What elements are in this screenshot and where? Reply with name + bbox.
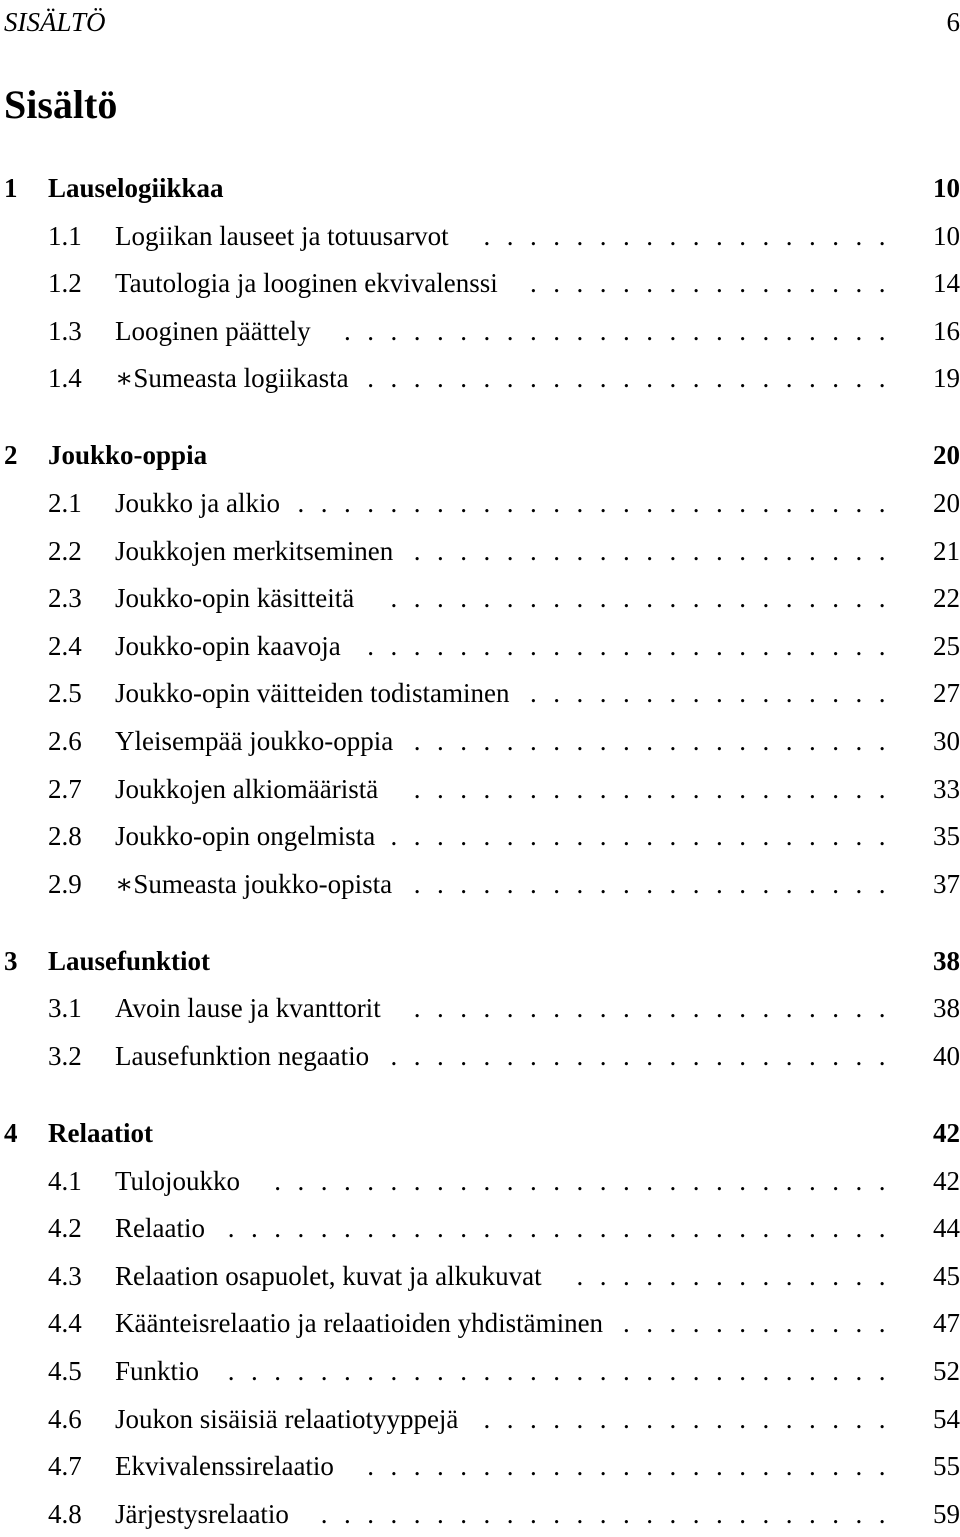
toc-entry-label: Funktio [115,1356,200,1386]
toc-entry-label: Lausefunktion negaatio [115,1041,370,1071]
toc-entry-label: Joukon sisäisiä relaatiotyyppejä [115,1403,459,1434]
toc-section-entry[interactable] [4,1161,960,1201]
toc-entry-number: 2.4 [48,630,82,661]
toc-section-entry[interactable] [4,673,960,713]
toc-leader-dots: ..................... [413,868,902,899]
toc-entry-number: 1 [4,173,18,203]
toc-entry-page-number: 38 [933,993,960,1024]
toc-entry-label: Järjestysrelaatio [115,1498,289,1529]
toc-entry-number: 1.3 [48,315,82,346]
toc-section-entry[interactable] [4,769,960,809]
toc-entry-page-number: 30 [933,726,960,756]
toc-entry-page-number: 52 [933,1356,960,1386]
toc-entry-page-number: 10 [933,173,960,203]
toc-entry-number: 4.6 [48,1403,82,1434]
toc-chapter-entry[interactable] [4,941,960,981]
toc-entry-page-number: 42 [933,1165,960,1196]
toc-entry-page-number: 14 [933,268,960,299]
toc-section-entry[interactable] [4,483,960,523]
toc-section-entry[interactable] [4,1446,960,1486]
toc-entry-label: ∗Sumeasta joukko-opista [115,868,393,899]
toc-leader-dots: ...................... [390,1041,902,1071]
toc-entry-page-number: 27 [933,678,960,709]
toc-entry-page-number: 45 [933,1260,960,1291]
toc-entry-label: Tautologia ja looginen ekvivalenssi [115,268,498,299]
toc-entry-label: Joukko-opin väitteiden todistaminen [115,678,510,709]
toc-section-entry[interactable] [4,358,960,398]
toc-section-entry[interactable] [4,1208,960,1248]
toc-entry-page-number: 37 [933,868,960,899]
toc-entry-number: 4.4 [48,1308,82,1339]
toc-leader-dots: ..................... [413,773,902,804]
toc-entry-number: 3.2 [48,1041,82,1071]
toc-chapter-entry[interactable] [4,1113,960,1153]
toc-entry-number: 3.1 [48,993,82,1024]
toc-leader-dots: ............................. [227,1356,902,1386]
toc-leader-dots: .......................... [297,488,902,518]
toc-entry-page-number: 38 [933,945,960,976]
toc-entry-number: 2.9 [48,868,82,899]
toc-entry-label: Relaatio [115,1213,205,1244]
toc-section-entry[interactable] [4,531,960,571]
toc-leader-dots: ........................ [344,315,902,346]
toc-entry-number: 4.2 [48,1213,82,1244]
toc-section-entry[interactable] [4,578,960,618]
toc-entry-number: 2.3 [48,583,82,614]
toc-entry-page-number: 25 [933,630,960,661]
toc-entry-label: Relaation osapuolet, kuvat ja alkukuvat [115,1260,542,1291]
toc-entry-number: 2.1 [48,488,82,518]
toc-entry-number: 4.1 [48,1165,82,1196]
toc-section-entry[interactable] [4,263,960,303]
toc-entry-page-number: 20 [933,440,960,471]
toc-entry-page-number: 20 [933,488,960,518]
toc-entry-label: Logiikan lauseet ja totuusarvot [115,220,449,251]
toc-leader-dots: ....................... [367,363,902,394]
toc-entry-label: Relaatiot [48,1118,153,1148]
toc-leader-dots: .................. [483,1403,902,1434]
toc-entry-label: Avoin lause ja kvanttorit [115,993,381,1024]
toc-section-entry[interactable] [4,1399,960,1439]
toc-entry-label: Lausefunktiot [48,945,211,976]
toc-entry-label: Joukko-oppia [48,440,208,471]
toc-leader-dots: ................ [530,678,902,709]
toc-section-entry[interactable] [4,1494,960,1534]
toc-leader-dots: .................. [483,220,902,251]
toc-entry-label: Joukko-opin käsitteitä [115,583,355,614]
toc-entry-label: Tulojoukko [115,1165,241,1196]
toc-entry-label: Lauselogiikkaa [48,173,224,203]
toc-entry-number: 2.8 [48,821,82,852]
toc-entry-page-number: 47 [933,1308,960,1339]
toc-entry-page-number: 19 [933,363,960,394]
toc-entry-page-number: 35 [933,821,960,852]
toc-entry-number: 2.2 [48,535,82,566]
running-head-page-number: 6 [946,7,960,37]
toc-section-entry[interactable] [4,1351,960,1391]
running-head-title: SISÄLTÖ [4,7,106,37]
toc-leader-dots: ............................. [227,1213,902,1244]
toc-leader-dots: ....................... [367,630,902,661]
toc-entry-label: Joukko-opin kaavoja [115,630,341,661]
toc-chapter-entry[interactable] [4,168,960,208]
toc-entry-page-number: 59 [933,1498,960,1529]
toc-leader-dots: ..................... [413,726,902,756]
toc-entry-number: 2 [4,440,18,471]
toc-entry-number: 1.4 [48,363,82,394]
toc-section-entry[interactable] [4,864,960,904]
toc-entry-label: Joukko-opin ongelmista [115,821,376,852]
toc-title: Sisältö [4,82,118,127]
toc-section-entry[interactable] [4,1303,960,1343]
toc-section-entry[interactable] [4,816,960,856]
toc-entry-number: 4.5 [48,1356,82,1386]
toc-entry-label: Joukkojen alkiomääristä [115,773,379,804]
toc-entry-number: 2.6 [48,726,82,756]
toc-leader-dots: ..................... [413,535,902,566]
toc-entry-page-number: 33 [933,773,960,804]
toc-entry-label: ∗Sumeasta logiikasta [115,363,349,394]
toc-entry-page-number: 54 [933,1403,960,1434]
toc-entry-number: 3 [4,945,18,976]
toc-entry-number: 2.7 [48,773,82,804]
toc-entry-label: Ekvivalenssirelaatio [115,1451,334,1482]
toc-entry-page-number: 16 [933,315,960,346]
toc-section-entry[interactable] [4,1256,960,1296]
toc-leader-dots: ....................... [367,1451,902,1482]
running-head [4,2,960,42]
toc-leader-dots: ............ [623,1308,902,1339]
toc-section-entry[interactable] [4,311,960,351]
toc-entry-label: Joukkojen merkitseminen [115,535,394,566]
toc-leader-dots: .............. [576,1260,902,1291]
toc-leader-dots: ...................... [390,583,902,614]
toc-section-entry[interactable] [4,626,960,666]
toc-leader-dots: ........................... [274,1165,902,1196]
toc-entry-page-number: 55 [933,1451,960,1482]
toc-entry-page-number: 22 [933,583,960,614]
toc-entry-number: 1.1 [48,220,82,251]
toc-entry-number: 4.8 [48,1498,82,1529]
toc-entry-label: Looginen päättely [115,315,311,346]
toc-section-entry[interactable] [4,1036,960,1076]
toc-leader-dots: ......................... [320,1498,902,1529]
toc-entry-label: Yleisempää joukko-oppia [115,726,394,756]
toc-leader-dots: ..................... [413,993,902,1024]
toc-entry-number: 2.5 [48,678,82,709]
toc-entry-number: 4 [4,1118,18,1148]
toc-section-entry[interactable] [4,988,960,1028]
toc-entry-page-number: 42 [933,1118,960,1148]
toc-entry-number: 4.3 [48,1260,82,1291]
toc-chapter-entry[interactable] [4,435,960,475]
toc-entry-label: Joukko ja alkio [115,488,280,518]
toc-entry-number: 4.7 [48,1451,82,1482]
toc-entry-label: Käänteisrelaatio ja relaatioiden yhdistäminen [115,1308,604,1339]
toc-leader-dots: ...................... [390,821,902,852]
toc-leader-dots: ................ [530,268,902,299]
toc-entry-page-number: 44 [933,1213,960,1244]
toc-entry-page-number: 21 [933,535,960,566]
toc-entry-page-number: 10 [933,220,960,251]
toc-section-entry[interactable] [4,216,960,256]
toc-entry-page-number: 40 [933,1041,960,1071]
toc-section-entry[interactable] [4,721,960,761]
toc-entry-number: 1.2 [48,268,82,299]
